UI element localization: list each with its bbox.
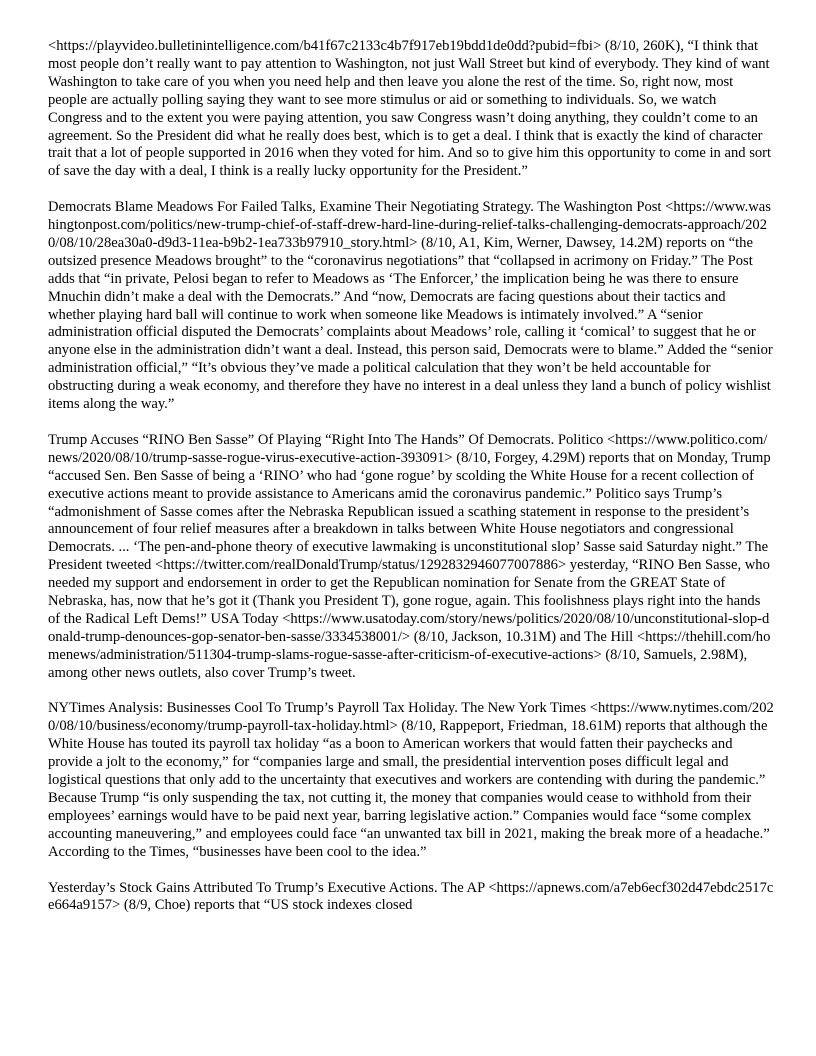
source-link[interactable]: <https://www.washingtonpost.com/politics/new-trump-chief-of-staff-drew-hard-line-during-relief-talks-challenging-democrats-approach/2020/08/10/28ea30a0-d9d3-11ea-b9b2-1ea733b97910_story.html> xyxy=(48,199,771,251)
paragraph-text: Trump Accuses “RINO Ben Sasse” Of Playing “Right Into The Hands” Of Democrats. Politico xyxy=(48,431,607,448)
source-link[interactable]: <https://twitter.com/realDonaldTrump/status/1292832946077007886> xyxy=(155,557,567,574)
paragraph-4 xyxy=(48,700,774,861)
source-link[interactable]: <https://www.usatoday.com/story/news/politics/2020/08/10/unconstitutional-slop-donald-trump-denounces-gop-senator-ben-sasse/3334538001/> xyxy=(48,610,770,645)
paragraph-text: (8/10, 260K), “I think that most people don’t really want to pay attention to Washington, not just Wall Street but kind of everybody. They kind of want Washington to take care of you when you need help and then leave you alone the rest of the time. So, right now, most people are actually polling saying they want to see more stimulus or aid or something to individuals. So, we watch Congress and to the extent you were paying attention, you saw Congress wasn’t doing anything, they couldn’t come to an agreement. So the President did what he really does best, which is to get a deal. I think that is exactly the kind of character trait that a lot of people supported in 2016 when they voted for him. And so to give him this opportunity to come in and sort of save the day with a deal, I think is a really lucky opportunity for the President.” xyxy=(48,38,772,180)
paragraph-text: Yesterday’s Stock Gains Attributed To Trump’s Executive Actions. The AP xyxy=(48,879,489,896)
paragraph-text: (8/9, Choe) reports that “US stock indexes closed xyxy=(120,897,413,914)
paragraph-text: yesterday, “RINO Ben Sasse, who needed my support and endorsement in order to get the Republican nomination for Senate from the GREAT State of Nebraska, has, now that he’s got it (Thank you President T), gone rogue, again. This foolishness plays right into the hands of the Radical Left Dems!” USA Today xyxy=(48,557,770,627)
paragraph-5 xyxy=(48,880,774,916)
paragraph-text: (8/10, Forgey, 4.29M) reports that on Monday, Trump “accused Sen. Ben Sasse of being a ‘RINO’ who had ‘gone rogue’ by scolding the White House for a recent collection of executive actions meant to provide assistance to Americans amid the coronavirus pandemic.” Politico says Trump’s “admonishment of Sasse comes after the Nebraska Republican issued a scathing statement in response to the president’s announcement of four relief measures after a breakdown in talks between White House negotiators and congressional Democrats. ... ‘The pen-and-phone theory of executive lawmaking is unconstitutional slop’ Sasse said Saturday night.” The President tweeted xyxy=(48,449,771,574)
paragraph-text: (8/10, Jackson, 10.31M) and The Hill xyxy=(410,628,637,645)
document-page xyxy=(48,38,774,933)
paragraph-1 xyxy=(48,38,774,181)
paragraph-3 xyxy=(48,432,774,683)
source-link[interactable]: <https://playvideo.bulletinintelligence.com/b41f67c2133c4b7f917eb19bdd1de0dd?pubid=fbi> xyxy=(48,38,602,54)
paragraph-text: NYTimes Analysis: Businesses Cool To Trump’s Payroll Tax Holiday. The New York Times xyxy=(48,700,590,717)
paragraph-text: (8/10, A1, Kim, Werner, Dawsey, 14.2M) reports on “the outsized presence Meadows brought” to the “coronavirus negotiations” that “collapsed in acrimony on Friday.” The Post adds that “in private, Pelosi began to refer to Meadows as ‘The Enforcer,’ the implication being he was there to ensure Mnuchin didn’t make a deal with the Democrats.” And “now, Democrats are facing questions about their tactics and whether playing hard ball will continue to work when someone like Meadows is intimately involved.” A “senior administration official disputed the Democrats’ complaints about Meadows’ role, calling it ‘comical’ to suggest that he or anyone else in the administration didn’t want a deal. Instead, this person said, Democrats were to blame.” Added the “senior administration official,” “It’s obvious they’ve made a political calculation that they won’t be held accountable for obstructing during a weak economy, and therefore they have no interest in a deal unless they land a bunch of policy wishlist items along the way.” xyxy=(48,234,773,413)
paragraph-text: (8/10, Samuels, 2.98M), among other news outlets, also cover Trump’s tweet. xyxy=(48,646,748,681)
source-link[interactable]: <https://thehill.com/homenews/administration/511304-trump-slams-rogue-sasse-after-criticism-of-executive-actions> xyxy=(48,628,771,663)
source-link[interactable]: <https://www.politico.com/news/2020/08/10/trump-sasse-rogue-virus-executive-action-393091> xyxy=(48,431,768,466)
paragraph-2 xyxy=(48,199,774,414)
paragraph-text: Democrats Blame Meadows For Failed Talks, Examine Their Negotiating Strategy. The Washington Post xyxy=(48,199,666,216)
source-link[interactable]: <https://apnews.com/a7eb6ecf302d47ebdc2517ce664a9157> xyxy=(48,879,774,914)
paragraph-text: (8/10, Rappeport, Friedman, 18.61M) reports that although the White House has touted its payroll tax holiday “as a boon to American workers that would fatten their paychecks and provide a jolt to the economy,” for “companies large and small, the presidential intervention poses difficult legal and logistical questions that only add to the uncertainty that executives and workers are contending with during the pandemic.” Because Trump “is only suspending the tax, not cutting it, the money that companies would cease to withhold from their employees’ earnings would have to be paid next year, barring legislative action.” Companies would face “some complex accounting maneuvering,” and employees could face “an unwanted tax bill in 2021, making the break more of a headache.” According to the Times, “businesses have been cool to the idea.” xyxy=(48,718,770,860)
source-link[interactable]: <https://www.nytimes.com/2020/08/10/business/economy/trump-payroll-tax-holiday.html> xyxy=(48,700,774,735)
